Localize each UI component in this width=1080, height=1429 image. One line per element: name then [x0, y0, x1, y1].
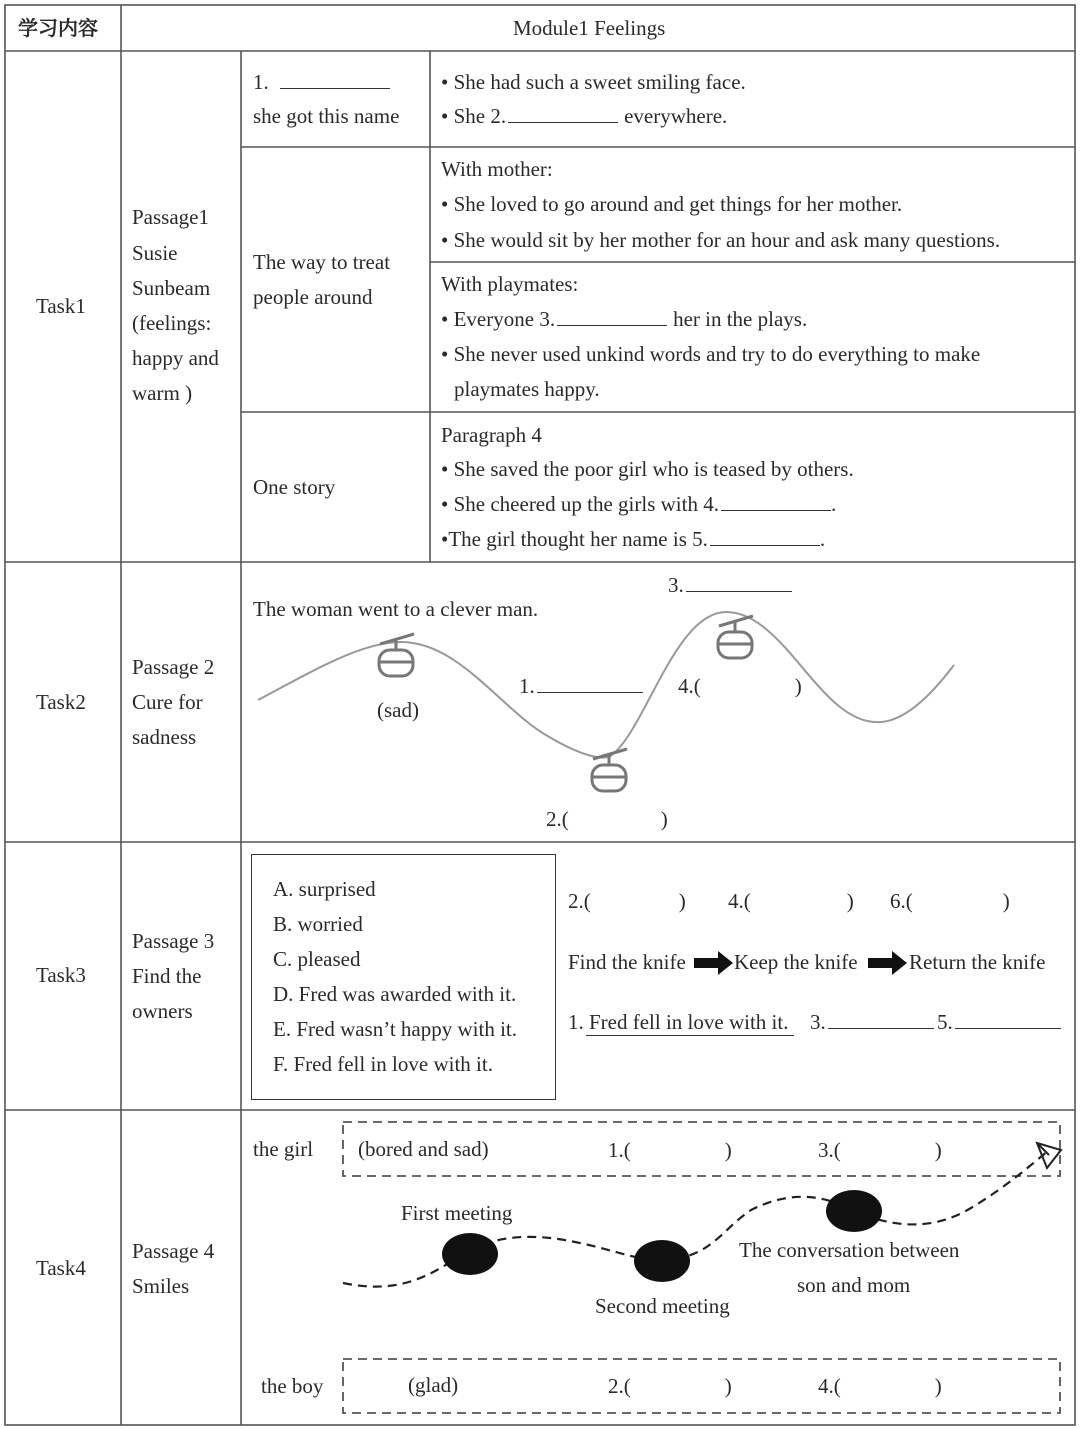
text-fragment: 3.	[668, 573, 684, 597]
t1-mother-head: With mother:	[441, 157, 553, 181]
t1-row3-b2	[441, 492, 836, 516]
flow-step: Find the knife	[568, 950, 686, 974]
answer-blank[interactable]	[537, 674, 643, 693]
boy-bracket2[interactable]	[608, 1374, 732, 1398]
girl-bracket1[interactable]	[608, 1138, 732, 1162]
t1-blank1-num: 1.	[253, 70, 269, 94]
text-fragment: )	[660, 807, 668, 831]
task3-bracket6[interactable]	[890, 889, 1010, 913]
header-col-label: 学习内容	[18, 16, 98, 40]
task2-sad: (sad)	[377, 698, 419, 722]
t1-blank1	[253, 70, 390, 94]
task3-passage-line: Find the	[132, 964, 202, 988]
text-fragment: .	[830, 492, 837, 516]
text-fragment: everywhere.	[624, 104, 728, 128]
t1-row3-b1: • She saved the poor girl who is teased by others.	[441, 457, 854, 481]
task3-answer1: 1. Fred fell in love with it.	[568, 1010, 789, 1034]
task3-blank5	[937, 1010, 1061, 1034]
task2-intro: The woman went to a clever man.	[253, 597, 539, 621]
answer-blank[interactable]	[508, 104, 618, 123]
text-fragment: )	[678, 889, 686, 913]
text-fragment: )	[1002, 889, 1010, 913]
text-fragment: )	[794, 674, 802, 698]
t1-row2-label-line: The way to treat	[253, 250, 391, 274]
text-fragment: 4.(	[678, 674, 701, 698]
t1-play-b2-cont: playmates happy.	[454, 377, 600, 401]
option-item: F. Fred fell in love with it.	[273, 1052, 493, 1076]
task2-passage-line: sadness	[132, 725, 197, 749]
task2-passage-line: Passage 2	[132, 655, 215, 679]
task3-blank3	[810, 1010, 934, 1034]
boy-label: the boy	[261, 1374, 324, 1398]
t1-mother-b1: • She loved to go around and get things for her mother.	[441, 192, 903, 216]
option-item: A. surprised	[273, 877, 376, 901]
flow-step: Return the knife	[909, 950, 1046, 974]
t1-mother-b2: • She would sit by her mother for an hour and ask many questions.	[441, 228, 1001, 252]
milestone-dot	[826, 1190, 882, 1232]
answer-blank[interactable]	[955, 1010, 1061, 1029]
task4-passage-line: Smiles	[132, 1274, 190, 1298]
arrow-right-icon	[868, 951, 908, 975]
task4-label: Task4	[36, 1256, 86, 1280]
text-fragment: 4.(	[818, 1374, 841, 1398]
text-fragment: 3.(	[818, 1138, 841, 1162]
task1-passage-line: warm )	[132, 381, 193, 405]
task4-passage-line: Passage 4	[132, 1239, 215, 1263]
task1-passage-line: Passage1	[132, 205, 209, 229]
answer-blank[interactable]	[557, 307, 667, 326]
text-fragment: • Everyone 3.	[441, 307, 556, 331]
option-item: D. Fred was awarded with it.	[273, 982, 517, 1006]
t1-row1-label: she got this name	[253, 104, 400, 128]
page-title: Module1 Feelings	[513, 16, 666, 40]
answer-blank[interactable]	[280, 70, 390, 89]
task2-passage-line: Cure for	[132, 690, 203, 714]
text-fragment: 6.(	[890, 889, 913, 913]
t1-row2-label-line: people around	[253, 285, 373, 309]
t1-play-b1	[441, 307, 807, 331]
task1-label: Task1	[36, 294, 86, 318]
text-fragment: 3.	[810, 1010, 826, 1034]
answer-blank[interactable]	[828, 1010, 934, 1029]
task3-passage-line: Passage 3	[132, 929, 215, 953]
answer-blank[interactable]	[710, 527, 820, 546]
text-fragment: 2.(	[546, 807, 569, 831]
conversation-line: The conversation between	[739, 1238, 960, 1262]
text-fragment: 1.(	[608, 1138, 631, 1162]
task3-passage-line: owners	[132, 999, 193, 1023]
text-fragment: )	[846, 889, 854, 913]
girl-state: (bored and sad)	[358, 1137, 489, 1161]
t1-row3-head: Paragraph 4	[441, 423, 542, 447]
text-fragment: )	[724, 1374, 732, 1398]
girl-bracket3[interactable]	[818, 1138, 942, 1162]
option-item: C. pleased	[273, 947, 361, 971]
t1-play-head: With playmates:	[441, 272, 579, 296]
task3-bracket2[interactable]	[568, 889, 686, 913]
task3-label: Task3	[36, 963, 86, 987]
arrow-right-icon	[694, 951, 734, 975]
cable-car-icon	[718, 616, 753, 658]
task3-bracket4[interactable]	[728, 889, 854, 913]
answer1-underline	[586, 1035, 794, 1036]
text-fragment: 4.(	[728, 889, 751, 913]
girl-label: the girl	[253, 1137, 314, 1161]
task2-bracket2[interactable]	[546, 807, 668, 831]
answer-blank[interactable]	[686, 573, 792, 592]
task2-blank1	[519, 674, 643, 698]
boy-bracket4[interactable]	[818, 1374, 942, 1398]
first-meeting: First meeting	[401, 1201, 513, 1225]
text-fragment: 5.	[937, 1010, 953, 1034]
text-fragment: 2.(	[568, 889, 591, 913]
text-fragment: .	[819, 527, 826, 551]
text-fragment: )	[724, 1138, 732, 1162]
t1-row1-bullet1: • She had such a sweet smiling face.	[441, 70, 746, 94]
boy-state: (glad)	[408, 1373, 459, 1397]
text-fragment: )	[934, 1138, 942, 1162]
task1-passage-line: Sunbeam	[132, 276, 211, 300]
milestone-dot	[442, 1233, 498, 1275]
text-fragment: her in the plays.	[673, 307, 808, 331]
text-fragment: )	[934, 1374, 942, 1398]
second-meeting: Second meeting	[595, 1294, 730, 1318]
text-fragment: • She 2.	[441, 104, 507, 128]
cable-car-icon	[379, 634, 414, 676]
conversation-line: son and mom	[797, 1273, 911, 1297]
t1-play-b2: • She never used unkind words and try to do everything to make	[441, 342, 981, 366]
flow-step: Keep the knife	[734, 950, 858, 974]
text-fragment: 1.	[519, 674, 535, 698]
t1-row1-bullet2	[441, 104, 727, 128]
task2-label: Task2	[36, 690, 86, 714]
task1-passage-line: (feelings:	[132, 311, 212, 335]
cable-car-icon	[592, 749, 627, 791]
task2-blank3	[668, 573, 792, 597]
text-fragment: 2.(	[608, 1374, 631, 1398]
option-item: B. worried	[273, 912, 363, 936]
paper-plane-icon	[1037, 1143, 1061, 1168]
option-item: E. Fred wasn’t happy with it.	[273, 1017, 518, 1041]
task1-passage-line: Susie	[132, 241, 178, 265]
answer-blank[interactable]	[721, 492, 831, 511]
t1-row3-b3	[441, 527, 825, 551]
task1-passage-line: happy and	[132, 346, 219, 370]
milestone-dot	[634, 1240, 690, 1282]
t1-row3-label: One story	[253, 475, 336, 499]
text-fragment: • She cheered up the girls with 4.	[441, 492, 719, 516]
text-fragment: •The girl thought her name is 5.	[441, 527, 708, 551]
task2-bracket4[interactable]	[678, 674, 802, 698]
